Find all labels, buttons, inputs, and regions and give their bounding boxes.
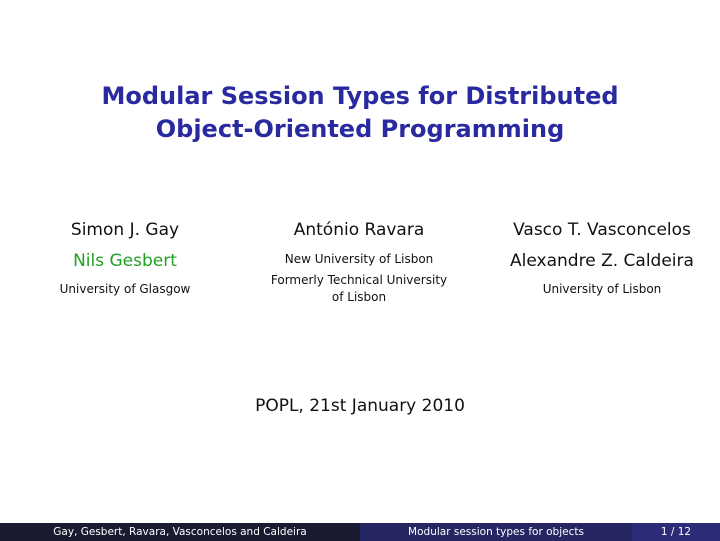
footer-authors: Gay, Gesbert, Ravara, Vasconcelos and Caldeira bbox=[0, 523, 360, 541]
author-ravara: António Ravara bbox=[293, 220, 425, 240]
affiliation-new-lisbon: New University of Lisbon bbox=[284, 252, 434, 266]
author-column-lisbon bbox=[488, 218, 716, 298]
affiliation-lisbon: University of Lisbon bbox=[542, 282, 662, 296]
affiliation-technical-lisbon-line2: of Lisbon bbox=[331, 290, 387, 304]
slide-title bbox=[0, 80, 720, 146]
title-line-1: Modular Session Types for Distributed bbox=[101, 82, 619, 110]
affiliation-technical-lisbon-line1: Formerly Technical University bbox=[270, 273, 448, 287]
title-line-2: Object-Oriented Programming bbox=[155, 115, 565, 143]
author-caldeira: Alexandre Z. Caldeira bbox=[510, 251, 694, 271]
footer-bar bbox=[0, 523, 720, 541]
event-date: POPL, 21st January 2010 bbox=[255, 396, 465, 416]
author-column-ravara bbox=[232, 218, 486, 306]
author-gesbert: Nils Gesbert bbox=[73, 251, 177, 271]
affiliation-glasgow: University of Glasgow bbox=[59, 282, 191, 296]
author-column-glasgow bbox=[30, 218, 220, 298]
footer-short-title: Modular session types for objects bbox=[360, 523, 632, 541]
footer-page-number: 1 / 12 bbox=[632, 523, 720, 541]
author-vasconcelos: Vasco T. Vasconcelos bbox=[513, 220, 691, 240]
author-gay: Simon J. Gay bbox=[70, 220, 180, 240]
